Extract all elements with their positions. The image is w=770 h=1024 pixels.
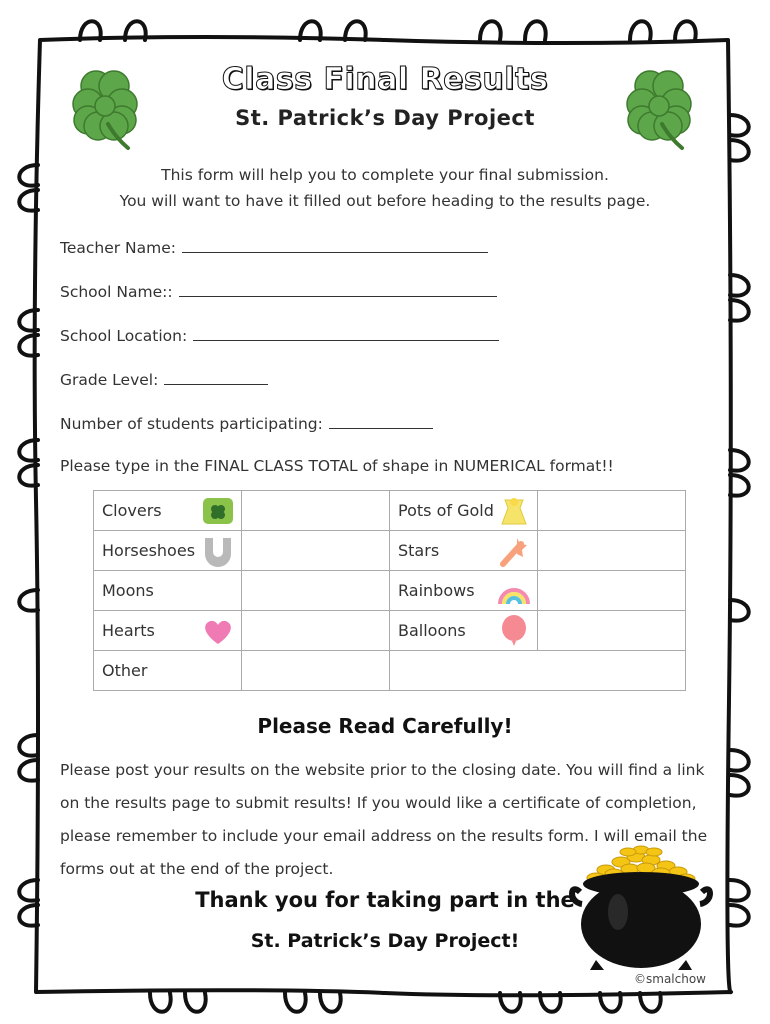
school-name-label: School Name::: [60, 283, 173, 301]
pots-total-cell[interactable]: [538, 491, 686, 531]
moons-total-cell[interactable]: [242, 571, 390, 611]
clovers-total-cell[interactable]: [242, 491, 390, 531]
school-name-field[interactable]: [60, 282, 497, 301]
grade-level-field[interactable]: [60, 370, 268, 389]
shamrock-icon: [201, 494, 235, 528]
thanks-line-1: Thank you for taking part in the: [195, 888, 575, 912]
school-location-label: School Location:: [60, 327, 188, 345]
stars-total-cell[interactable]: [538, 531, 686, 571]
hearts-cell: [94, 611, 242, 651]
other-total-cell[interactable]: [242, 651, 390, 691]
intro-line-2: You will want to have it filled out before heading to the results page.: [119, 192, 651, 210]
balloon-icon: [497, 614, 531, 648]
students-participating-field[interactable]: [60, 414, 433, 433]
shape-totals-table: [93, 490, 686, 691]
balloons-label: Balloons: [398, 621, 466, 640]
horseshoes-total-cell[interactable]: [242, 531, 390, 571]
notice-body: Please post your results on the website prior to the closing date. You will find a link on the results page to submit results! If you would like a certificate of completion, please remember to include your email address on the results form. I will email the forms out at the end of the project.: [60, 761, 708, 878]
balloons-total-cell[interactable]: [538, 611, 686, 651]
table-row: [94, 491, 686, 531]
table-row: [94, 611, 686, 651]
table-instruction: Please type in the FINAL CLASS TOTAL of shape in NUMERICAL format!!: [60, 457, 614, 475]
shooting-star-icon: [497, 534, 531, 568]
clovers-cell: [94, 491, 242, 531]
rainbows-cell: [390, 571, 538, 611]
intro-text: [0, 162, 770, 214]
table-row: [94, 651, 686, 691]
other-cell: [94, 651, 242, 691]
table-row: [94, 571, 686, 611]
moon-icon: [201, 574, 235, 608]
balloons-cell: [390, 611, 538, 651]
notice-heading: Please Read Carefully!: [257, 714, 513, 738]
rainbows-total-cell[interactable]: [538, 571, 686, 611]
table-row: [94, 531, 686, 571]
students-participating-blank[interactable]: [329, 414, 433, 429]
author-credit: ©smalchow: [634, 972, 706, 986]
page-title: Class Final Results: [221, 62, 549, 97]
horseshoe-icon: [201, 534, 235, 568]
hearts-label: Hearts: [102, 621, 155, 640]
teacher-name-field[interactable]: [60, 238, 488, 257]
teacher-name-blank[interactable]: [182, 238, 488, 253]
page-subtitle: St. Patrick’s Day Project: [235, 106, 535, 130]
pots-cell: [390, 491, 538, 531]
thanks-line-2: St. Patrick’s Day Project!: [250, 930, 520, 952]
other-label: Other: [102, 661, 148, 680]
hearts-total-cell[interactable]: [242, 611, 390, 651]
school-location-blank[interactable]: [193, 326, 499, 341]
stars-cell: [390, 531, 538, 571]
pot-of-gold-icon: [497, 494, 531, 528]
rainbow-icon: [497, 574, 531, 608]
heart-icon: [201, 614, 235, 648]
pots-label: Pots of Gold: [398, 501, 494, 520]
school-location-field[interactable]: [60, 326, 499, 345]
pot-of-gold-illustration-icon: [566, 842, 716, 972]
horseshoes-cell: [94, 531, 242, 571]
clovers-label: Clovers: [102, 501, 162, 520]
rainbows-label: Rainbows: [398, 581, 475, 600]
stars-label: Stars: [398, 541, 440, 560]
intro-line-1: This form will help you to complete your final submission.: [161, 166, 609, 184]
moons-label: Moons: [102, 581, 154, 600]
school-name-blank[interactable]: [179, 282, 497, 297]
moons-cell: [94, 571, 242, 611]
grade-level-blank[interactable]: [164, 370, 268, 385]
horseshoes-label: Horseshoes: [102, 541, 196, 560]
grade-level-label: Grade Level:: [60, 371, 159, 389]
students-participating-label: Number of students participating:: [60, 415, 323, 433]
empty-cell: [390, 651, 686, 691]
teacher-name-label: Teacher Name:: [60, 239, 177, 257]
